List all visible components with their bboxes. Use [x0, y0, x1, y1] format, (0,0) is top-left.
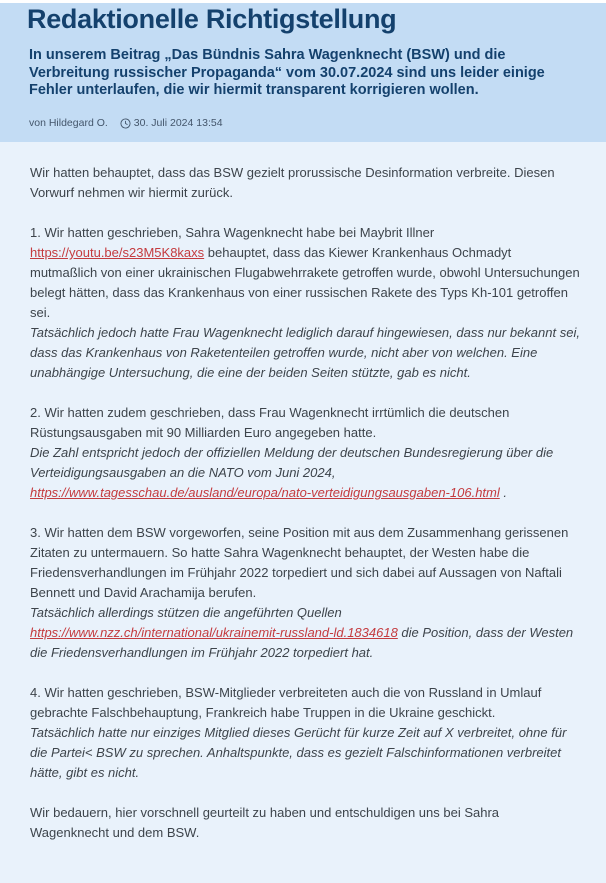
- item3-nzz-link[interactable]: https://www.nzz.ch/international/ukrainemit-russland-ld.1834618: [30, 625, 398, 641]
- item2-tagesschau-link[interactable]: https://www.tagesschau.de/ausland/europa/nato-verteidigungsausgaben-106.html: [30, 485, 500, 501]
- item2-correction-post: .: [499, 485, 507, 501]
- byline-date: 30. Juli 2024 13:54: [133, 117, 223, 130]
- item1-claim-pre: 1. Wir hatten geschrieben, Sahra Wagenknecht habe bei Maybrit Illner: [30, 225, 435, 241]
- correction-item-2: [30, 403, 580, 503]
- item4-claim: 4. Wir hatten geschrieben, BSW-Mitglieder verbreiteten auch die von Russland in Umlauf gebrachte Falschbehauptung, Frankreich habe Truppen in die Ukraine geschickt.: [30, 685, 542, 721]
- closing-paragraph-block: [30, 803, 580, 843]
- intro-paragraph: Wir hatten behauptet, dass das BSW gezielt prorussische Desinformation verbreite. Diesen Vorwurf nehmen wir hiermit zurück.: [30, 165, 555, 201]
- correction-item-3: [30, 523, 580, 663]
- byline-date-group: [120, 117, 223, 129]
- item2-claim: 2. Wir hatten zudem geschrieben, dass Frau Wagenknecht irrtümlich die deutschen Rüstungsausgaben mit 90 Milliarden Euro angegeben hatte.: [30, 405, 510, 441]
- item1-youtube-link[interactable]: https://youtu.be/s23M5K8kaxs: [30, 245, 205, 261]
- item3-claim: 3. Wir hatten dem BSW vorgeworfen, seine Position mit aus dem Zusammenhang gerissenen Zitaten zu untermauern. So hatte Sahra Wagenknecht behauptet, der Westen habe die Friedensverhandlungen im Frühjahr 2022 torpediert und sich dabei auf Aussagen von Naftali Bennett und David Arachamija berufen.: [30, 525, 569, 601]
- correction-item-4: [30, 683, 580, 783]
- item1-claim-post: behauptet, dass das Kiewer Krankenhaus Ochmadyt mutmaßlich von einer ukrainischen Flugabwehrrakete getroffen wurde, obwohl Untersuchungen belegt hätten, dass das Krankenhaus von einer russischen Rakete des Typs Kh-101 getroffen sei.: [30, 245, 580, 321]
- item2-correction-pre: Die Zahl entspricht jedoch der offiziellen Meldung der deutschen Bundesregierung über die Verteidigungsausgaben an die NATO vom Juni 2024,: [30, 445, 554, 481]
- item3-correction-post: die Position, dass der Westen die Friedensverhandlungen im Frühjahr 2022 torpediert hat.: [30, 625, 574, 661]
- item2-correction: [30, 443, 580, 503]
- byline: [29, 117, 578, 129]
- clock-icon: [120, 118, 131, 129]
- article-body: [0, 142, 606, 883]
- intro-paragraph-block: [30, 163, 580, 203]
- item4-correction: Tatsächlich hatte nur einziges Mitglied dieses Gerücht für kurze Zeit auf X verbreitet, ohne für die Partei< BSW zu sprechen. Anhaltspunkte, dass es gezielt Falschinformationen verbreitet hätte, gibt es nicht.: [30, 725, 567, 781]
- article-header: [0, 3, 606, 142]
- article-subtitle: In unserem Beitrag „Das Bündnis Sahra Wagenknecht (BSW) und die Verbreitung russischer Propaganda“ vom 30.07.2024 sind uns leider einige Fehler unterlaufen, die wir hiermit transparent korrigieren wollen.: [29, 47, 545, 99]
- byline-author: von Hildegard O.: [29, 117, 108, 130]
- item3-correction: [30, 603, 580, 663]
- page-title: Redaktionelle Richtigstellung: [27, 4, 397, 34]
- correction-item-1: [30, 223, 580, 383]
- item3-correction-pre: Tatsächlich allerdings stützen die angeführten Quellen: [30, 605, 342, 621]
- item1-correction: Tatsächlich jedoch hatte Frau Wagenknecht lediglich darauf hingewiesen, dass nur bekannt sei, dass das Krankenhaus von Raketenteilen getroffen wurde, nicht aber von welchen. Eine unabhängige Untersuchung, die eine der beiden Seiten stützte, gab es nicht.: [30, 325, 580, 381]
- item1-claim: [30, 223, 580, 323]
- closing-paragraph: Wir bedauern, hier vorschnell geurteilt zu haben und entschuldigen uns bei Sahra Wagenknecht und dem BSW.: [30, 805, 500, 841]
